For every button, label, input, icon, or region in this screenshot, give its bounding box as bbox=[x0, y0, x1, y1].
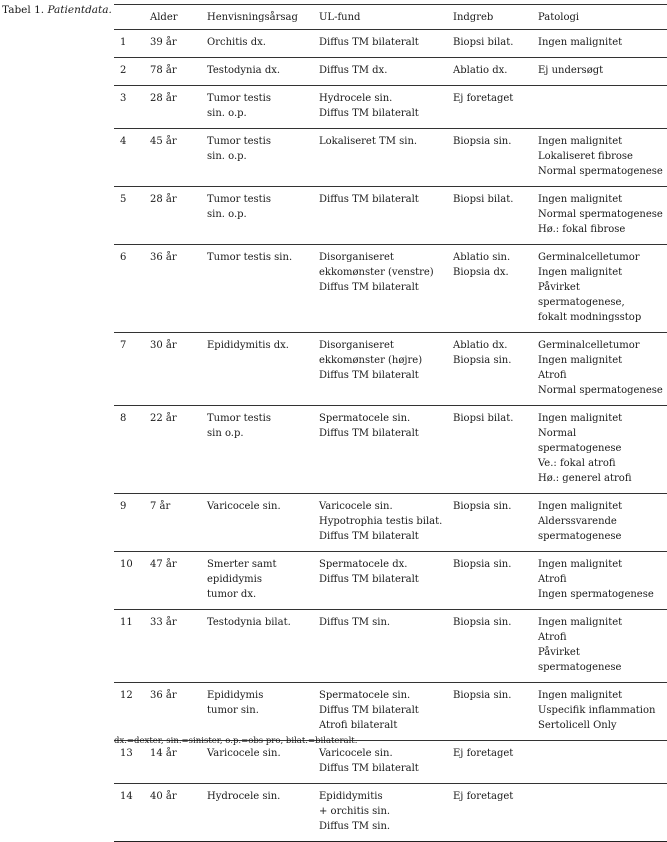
table-footnote: dx.=dexter, sin.=sinister, o.p.=obs pro, bilat.=bilateralt. bbox=[114, 736, 358, 746]
cell-procedure: Biopsia sin. bbox=[447, 129, 532, 187]
cell-number: 14 bbox=[114, 784, 144, 842]
cell-number: 2 bbox=[114, 58, 144, 86]
cell-number: 5 bbox=[114, 187, 144, 245]
header-row bbox=[114, 5, 667, 30]
cell-referral-reason: Tumor testis sin. o.p. bbox=[201, 86, 313, 129]
cell-procedure: Biopsi bilat. bbox=[447, 187, 532, 245]
cell-procedure: Biopsia sin. bbox=[447, 552, 532, 610]
cell-referral-reason: Tumor testis sin. o.p. bbox=[201, 129, 313, 187]
cell-referral-reason: Hydrocele sin. bbox=[201, 784, 313, 842]
cell-age: 78 år bbox=[144, 58, 201, 86]
cell-pathology: Ingen malignitet Lokaliseret fibrose Normal spermatogenese bbox=[532, 129, 667, 187]
cell-referral-reason: Epididymitis dx. bbox=[201, 333, 313, 406]
cell-pathology: Ej undersøgt bbox=[532, 58, 667, 86]
cell-procedure: Biopsia sin. bbox=[447, 494, 532, 552]
cell-age: 28 år bbox=[144, 86, 201, 129]
cell-ultrasound-findings: Spermatocele dx. Diffus TM bilateralt bbox=[313, 552, 447, 610]
cell-referral-reason: Tumor testis sin. bbox=[201, 245, 313, 333]
cell-ultrasound-findings: Varicocele sin. Hypotrophia testis bilat. Diffus TM bilateralt bbox=[313, 494, 447, 552]
cell-ultrasound-findings: Diffus TM sin. bbox=[313, 610, 447, 683]
cell-number: 13 bbox=[114, 741, 144, 784]
cell-referral-reason: Epididymis tumor sin. bbox=[201, 683, 313, 741]
cell-ultrasound-findings: Spermatocele sin. Diffus TM bilateralt Atrofi bilateralt bbox=[313, 683, 447, 741]
cell-pathology: Ingen malignitet Normal spermatogenese Hø.: fokal fibrose bbox=[532, 187, 667, 245]
cell-pathology bbox=[532, 784, 667, 842]
table-row bbox=[114, 333, 667, 406]
cell-age: 33 år bbox=[144, 610, 201, 683]
caption-prefix: Tabel 1. bbox=[2, 4, 45, 16]
cell-referral-reason: Varicocele sin. bbox=[201, 494, 313, 552]
table-row bbox=[114, 58, 667, 86]
cell-ultrasound-findings: Diffus TM bilateralt bbox=[313, 30, 447, 58]
cell-age: 36 år bbox=[144, 245, 201, 333]
cell-procedure: Biopsia sin. bbox=[447, 610, 532, 683]
cell-age: 28 år bbox=[144, 187, 201, 245]
cell-number: 7 bbox=[114, 333, 144, 406]
caption-title: Patientdata. bbox=[47, 4, 112, 16]
cell-procedure: Biopsi bilat. bbox=[447, 30, 532, 58]
cell-pathology bbox=[532, 86, 667, 129]
header-number bbox=[114, 5, 144, 30]
cell-pathology bbox=[532, 741, 667, 784]
header-pathology: Patologi bbox=[532, 5, 667, 30]
cell-age: 22 år bbox=[144, 406, 201, 494]
cell-referral-reason: Testodynia dx. bbox=[201, 58, 313, 86]
cell-number: 10 bbox=[114, 552, 144, 610]
cell-number: 6 bbox=[114, 245, 144, 333]
cell-age: 45 år bbox=[144, 129, 201, 187]
header-ultrasound-findings: UL-fund bbox=[313, 5, 447, 30]
cell-age: 30 år bbox=[144, 333, 201, 406]
cell-pathology: Germinalcelletumor Ingen malignitet Påvirket spermatogenese, fokalt modningsstop bbox=[532, 245, 667, 333]
cell-number: 3 bbox=[114, 86, 144, 129]
cell-ultrasound-findings: Diffus TM bilateralt bbox=[313, 187, 447, 245]
table-row bbox=[114, 494, 667, 552]
header-referral-reason: Henvisningsårsag bbox=[201, 5, 313, 30]
table-row bbox=[114, 406, 667, 494]
table-row bbox=[114, 552, 667, 610]
table-row bbox=[114, 784, 667, 842]
cell-age: 40 år bbox=[144, 784, 201, 842]
patient-data-table bbox=[114, 4, 667, 842]
cell-ultrasound-findings: Varicocele sin. Diffus TM bilateralt bbox=[313, 741, 447, 784]
cell-ultrasound-findings: Lokaliseret TM sin. bbox=[313, 129, 447, 187]
cell-procedure: Ablatio dx. bbox=[447, 58, 532, 86]
cell-pathology: Ingen malignitet Uspecifik inflammation Sertolicell Only bbox=[532, 683, 667, 741]
cell-number: 9 bbox=[114, 494, 144, 552]
table-row bbox=[114, 129, 667, 187]
cell-referral-reason: Orchitis dx. bbox=[201, 30, 313, 58]
cell-age: 36 år bbox=[144, 683, 201, 741]
cell-procedure: Ej foretaget bbox=[447, 741, 532, 784]
cell-pathology: Ingen malignitet Normal spermatogenese Ve.: fokal atrofi Hø.: generel atrofi bbox=[532, 406, 667, 494]
cell-pathology: Ingen malignitet Atrofi Påvirket spermatogenese bbox=[532, 610, 667, 683]
table-row bbox=[114, 610, 667, 683]
cell-ultrasound-findings: Epididymitis + orchitis sin. Diffus TM sin. bbox=[313, 784, 447, 842]
table-row bbox=[114, 683, 667, 741]
cell-referral-reason: Tumor testis sin. o.p. bbox=[201, 187, 313, 245]
cell-procedure: Biopsia sin. bbox=[447, 683, 532, 741]
cell-age: 47 år bbox=[144, 552, 201, 610]
cell-ultrasound-findings: Disorganiseret ekkomønster (højre) Diffus TM bilateralt bbox=[313, 333, 447, 406]
cell-pathology: Ingen malignitet Atrofi Ingen spermatogenese bbox=[532, 552, 667, 610]
cell-age: 7 år bbox=[144, 494, 201, 552]
cell-procedure: Biopsi bilat. bbox=[447, 406, 532, 494]
table-row bbox=[114, 30, 667, 58]
table-caption bbox=[2, 3, 112, 17]
cell-procedure: Ablatio sin. Biopsia dx. bbox=[447, 245, 532, 333]
cell-ultrasound-findings: Diffus TM dx. bbox=[313, 58, 447, 86]
cell-pathology: Ingen malignitet bbox=[532, 30, 667, 58]
cell-age: 14 år bbox=[144, 741, 201, 784]
cell-referral-reason: Smerter samt epididymis tumor dx. bbox=[201, 552, 313, 610]
cell-referral-reason: Tumor testis sin o.p. bbox=[201, 406, 313, 494]
cell-number: 1 bbox=[114, 30, 144, 58]
cell-procedure: Ej foretaget bbox=[447, 86, 532, 129]
cell-procedure: Ablatio dx. Biopsia sin. bbox=[447, 333, 532, 406]
header-age: Alder bbox=[144, 5, 201, 30]
table-row bbox=[114, 245, 667, 333]
cell-pathology: Germinalcelletumor Ingen malignitet Atrofi Normal spermatogenese bbox=[532, 333, 667, 406]
cell-referral-reason: Varicocele sin. bbox=[201, 741, 313, 784]
cell-procedure: Ej foretaget bbox=[447, 784, 532, 842]
cell-pathology: Ingen malignitet Alderssvarende spermatogenese bbox=[532, 494, 667, 552]
cell-referral-reason: Testodynia bilat. bbox=[201, 610, 313, 683]
cell-ultrasound-findings: Spermatocele sin. Diffus TM bilateralt bbox=[313, 406, 447, 494]
cell-number: 12 bbox=[114, 683, 144, 741]
table-row bbox=[114, 187, 667, 245]
cell-ultrasound-findings: Disorganiseret ekkomønster (venstre) Diffus TM bilateralt bbox=[313, 245, 447, 333]
cell-number: 11 bbox=[114, 610, 144, 683]
cell-number: 8 bbox=[114, 406, 144, 494]
cell-number: 4 bbox=[114, 129, 144, 187]
cell-ultrasound-findings: Hydrocele sin. Diffus TM bilateralt bbox=[313, 86, 447, 129]
header-procedure: Indgreb bbox=[447, 5, 532, 30]
cell-age: 39 år bbox=[144, 30, 201, 58]
table-row bbox=[114, 86, 667, 129]
